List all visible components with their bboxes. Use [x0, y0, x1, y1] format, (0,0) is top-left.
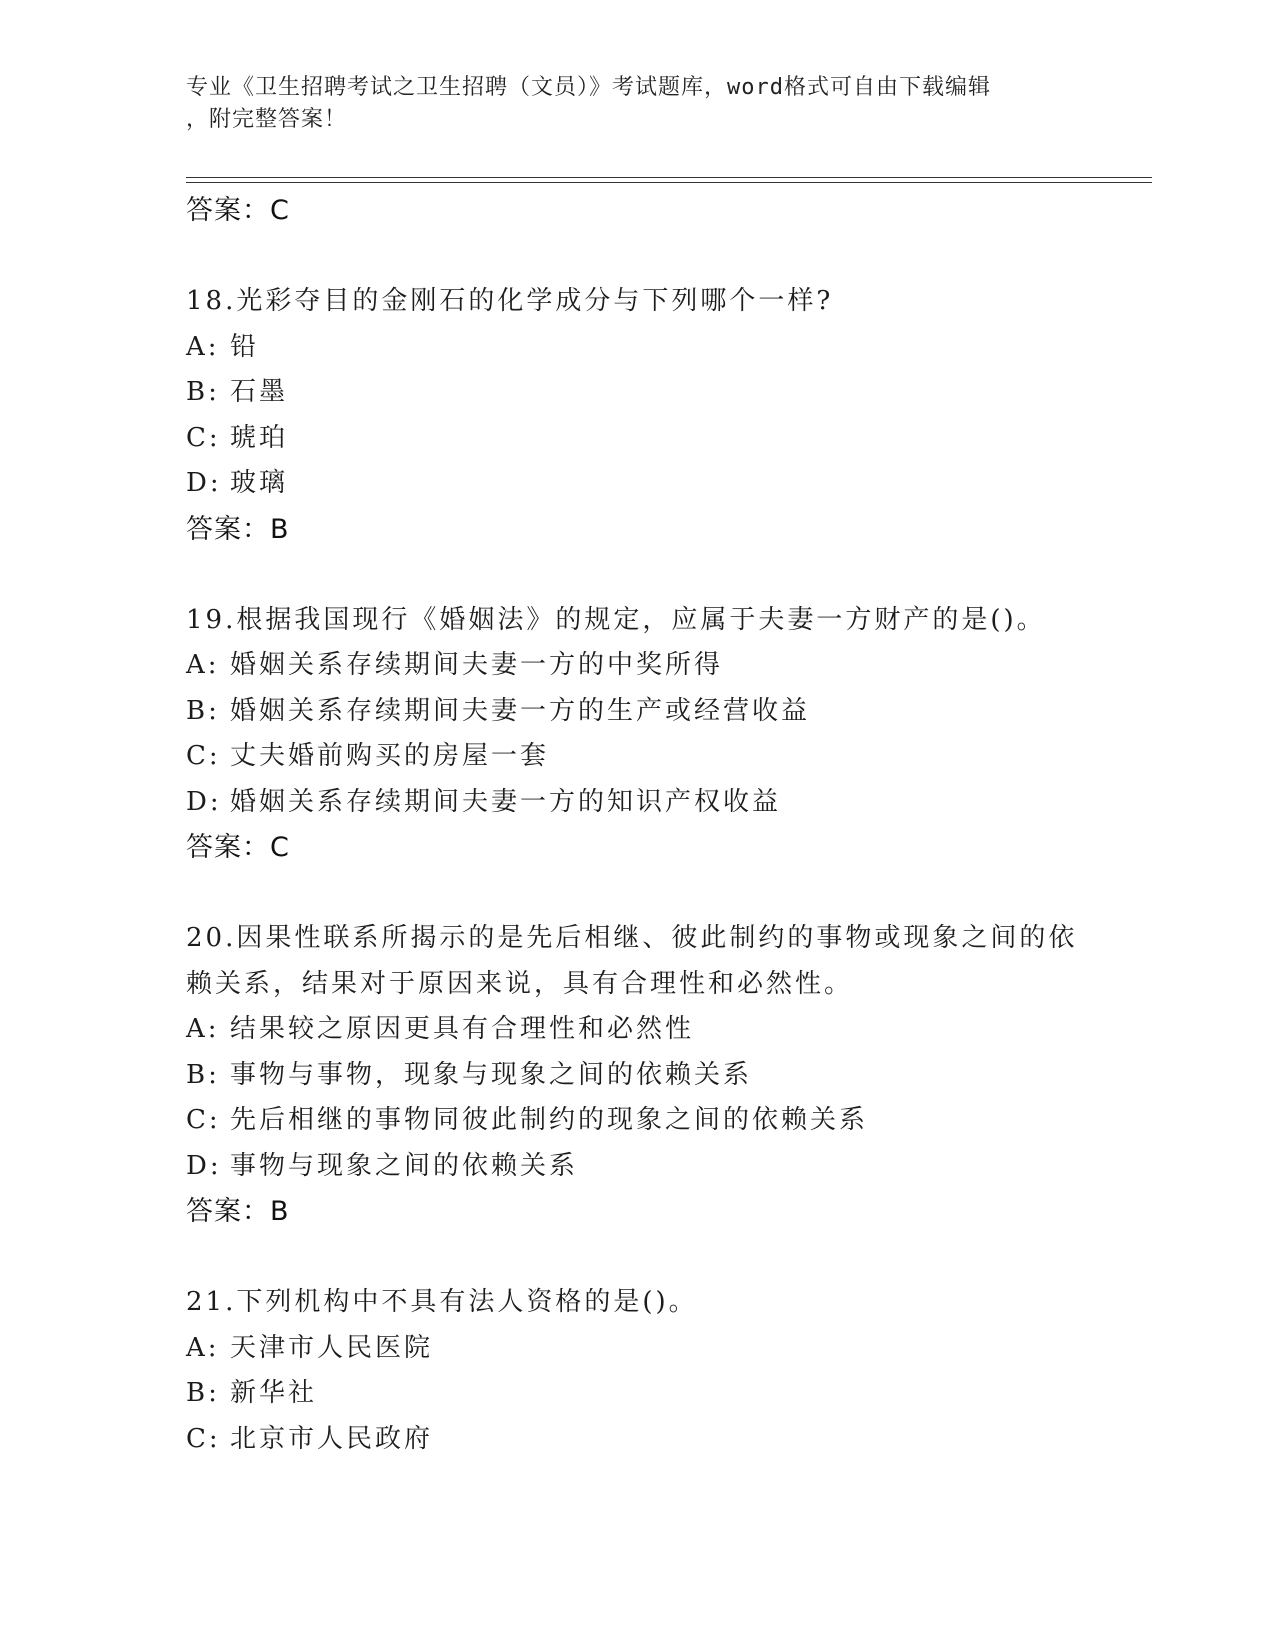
option-b	[186, 1053, 1086, 1099]
question-block-19	[186, 598, 1086, 871]
document-header	[186, 72, 1066, 136]
header-line-1: 专业《卫生招聘考试之卫生招聘（文员）》考试题库，word格式可自由下载编辑	[186, 75, 991, 100]
option-text: 北京市人民政府	[230, 1423, 434, 1454]
option-text: 琥珀	[230, 422, 289, 453]
option-key: D:	[186, 468, 222, 498]
option-key: B:	[186, 1059, 220, 1090]
option-text: 丈夫婚前购买的房屋一套	[230, 741, 550, 771]
option-a	[186, 643, 1086, 689]
spacer	[186, 871, 1086, 917]
question-stem-line-1: 20.因果性联系所揭示的是先后相继、彼此制约的事物或现象之间的依	[186, 923, 1078, 953]
option-text: 石墨	[230, 377, 289, 407]
spacer	[186, 552, 1086, 598]
option-c	[186, 416, 1086, 462]
header-line-2: ，附完整答案！	[186, 107, 348, 132]
option-c	[186, 1417, 1086, 1463]
option-text: 铅	[230, 331, 260, 362]
option-key: C:	[186, 422, 221, 453]
option-key: A:	[186, 1332, 220, 1363]
option-key: C:	[186, 1105, 221, 1135]
question-block-18	[186, 279, 1086, 552]
option-text: 婚姻关系存续期间夫妻一方的中奖所得	[230, 650, 724, 680]
option-key: C:	[186, 741, 221, 771]
question-block-20	[186, 916, 1086, 1235]
option-text: 玻璃	[230, 468, 289, 498]
option-text: 结果较之原因更具有合理性和必然性	[230, 1014, 695, 1044]
option-text: 天津市人民医院	[230, 1332, 434, 1363]
option-text: 婚姻关系存续期间夫妻一方的知识产权收益	[230, 786, 782, 817]
question-stem: 18.光彩夺目的金刚石的化学成分与下列哪个一样?	[186, 286, 834, 316]
header-divider-top	[186, 177, 1152, 178]
option-key: A:	[186, 331, 220, 362]
option-key: A:	[186, 650, 220, 680]
answer-line: 答案：C	[186, 195, 290, 226]
option-a	[186, 1326, 1086, 1372]
option-text: 先后相继的事物同彼此制约的现象之间的依赖关系	[230, 1105, 869, 1135]
option-key: D:	[186, 1150, 222, 1181]
option-text: 事物与事物，现象与现象之间的依赖关系	[230, 1059, 753, 1090]
option-b	[186, 370, 1086, 416]
option-key: B:	[186, 695, 220, 726]
question-stem-line-2: 赖关系，结果对于原因来说，具有合理性和必然性。	[186, 968, 854, 999]
question-stem: 19.根据我国现行《婚姻法》的规定，应属于夫妻一方财产的是()。	[186, 604, 1046, 635]
option-a	[186, 325, 1086, 371]
question-list	[186, 188, 1086, 1462]
option-key: C:	[186, 1423, 221, 1454]
spacer	[186, 1235, 1086, 1281]
option-text: 婚姻关系存续期间夫妻一方的生产或经营收益	[230, 695, 811, 726]
option-key: D:	[186, 786, 222, 817]
option-a	[186, 1007, 1086, 1053]
option-key: B:	[186, 1378, 220, 1408]
option-d	[186, 1144, 1086, 1190]
answer-line: 答案：B	[186, 1196, 290, 1227]
header-divider-bottom	[186, 182, 1152, 183]
answer-line: 答案：C	[186, 832, 290, 863]
answer-line: 答案：B	[186, 513, 290, 545]
option-key: B:	[186, 377, 220, 407]
option-text: 事物与现象之间的依赖关系	[230, 1150, 579, 1181]
option-text: 新华社	[230, 1378, 318, 1408]
option-c	[186, 1098, 1086, 1144]
option-key: A:	[186, 1014, 220, 1044]
question-stem: 21.下列机构中不具有法人资格的是()。	[186, 1287, 698, 1317]
option-c	[186, 734, 1086, 780]
option-b	[186, 689, 1086, 735]
question-block-21	[186, 1280, 1086, 1462]
option-b	[186, 1371, 1086, 1417]
option-d	[186, 461, 1086, 507]
spacer	[186, 234, 1086, 280]
option-d	[186, 780, 1086, 826]
